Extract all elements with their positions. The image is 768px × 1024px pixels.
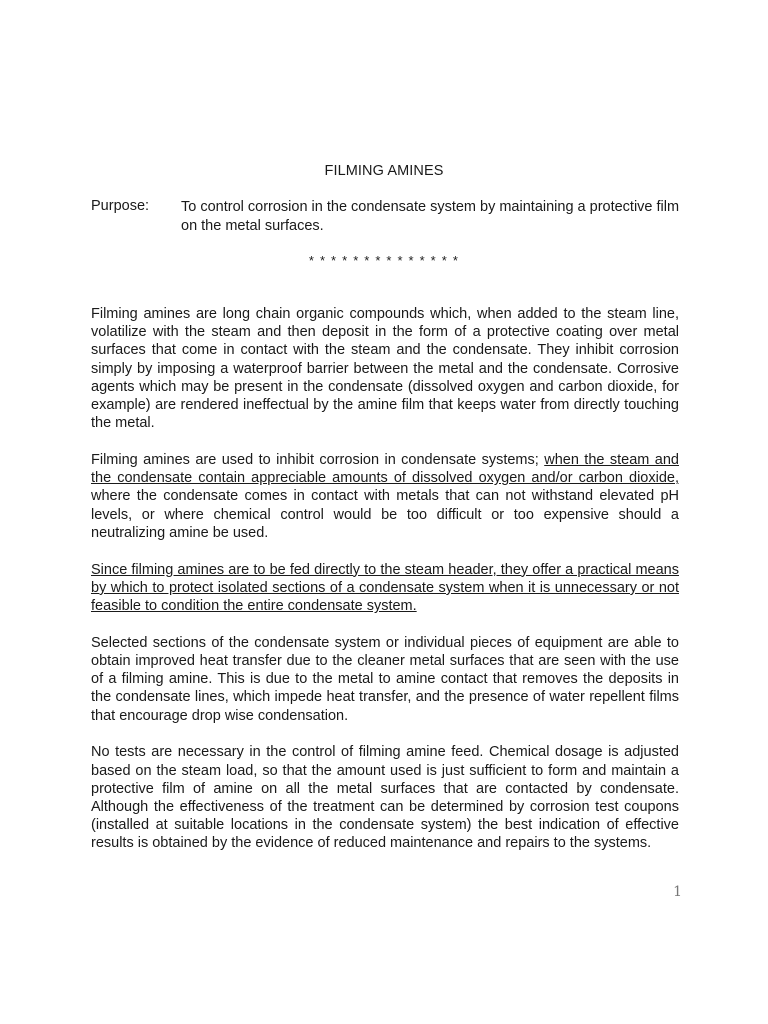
paragraph-3-underlined: Since filming amines are to be fed directly to the steam header, they offer a practical means by which to protect isolated sections of a condensate system when it is unnecessary or not feasible to condition the entire condensate system. bbox=[91, 561, 679, 615]
paragraph-2-lead: Filming amines are used to inhibit corrosion in condensate systems; bbox=[91, 452, 545, 469]
page-number: 1 bbox=[673, 884, 682, 900]
paragraph-2 bbox=[91, 451, 679, 542]
purpose-text: To control corrosion in the condensate system by maintaining a protective film on the metal surfaces. bbox=[181, 199, 680, 234]
paragraph-4: Selected sections of the condensate system or individual pieces of equipment are able to obtain improved heat transfer due to the cleaner metal surfaces that are seen with the use of a filming amine. This is due to the metal to amine contact that removes the deposits in the condensate lines, which impede heat transfer, and the presence of water repellent films that encourage drop wise condensation. bbox=[91, 634, 679, 724]
paragraph-3 bbox=[91, 561, 679, 616]
paragraph-2-underlined: when the steam and the condensate contain appreciable amounts of dissolved oxygen and/or carbon dioxide, bbox=[91, 452, 679, 487]
document-body bbox=[91, 305, 679, 871]
paragraph-2-tail: where the condensate comes in contact with metals that can not withstand elevated pH levels, or where chemical control would be too difficult or too expensive should a neutralizing amine be used. bbox=[91, 488, 679, 541]
paragraph-5: No tests are necessary in the control of filming amine feed. Chemical dosage is adjusted based on the steam load, so that the amount used is just sufficient to form and maintain a protective film of amine on all the metal surfaces that are contacted by condensate. Although the effectiveness of the treatment can be determined by corrosion test coupons (installed at suitable locations in the condensate system) the best indication of effective results is obtained by the evidence of reduced maintenance and repairs to the systems. bbox=[91, 744, 679, 852]
purpose-label: Purpose: bbox=[91, 198, 150, 214]
separator-asterisks: * * * * * * * * * * * * * * bbox=[308, 253, 460, 268]
paragraph-1: Filming amines are long chain organic compounds which, when added to the steam line, volatilize with the steam and then deposit in the form of a protective coating over metal surfaces that come in contact with the steam and the condensate. They inhibit corrosion simply by imposing a waterproof barrier between the metal and the condensate. Corrosive agents which may be present in the condensate (dissolved oxygen and carbon dioxide, for example) are rendered ineffectual by the amine film that keeps water from directly touching the metal. bbox=[91, 306, 679, 432]
document-title: FILMING AMINES bbox=[324, 163, 444, 179]
